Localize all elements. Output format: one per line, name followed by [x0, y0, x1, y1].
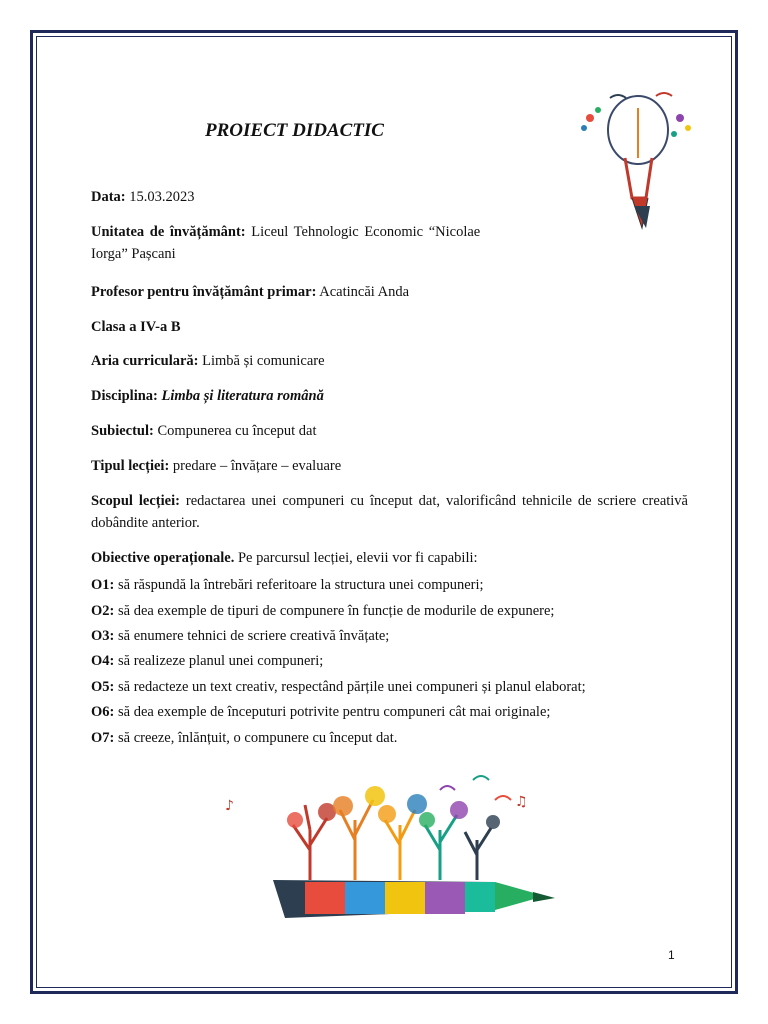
- objective-item: O4: să realizeze planul unei compuneri;: [91, 653, 324, 669]
- field-profesor: Profesor pentru învățământ primar: Acatincăi Anda: [91, 284, 410, 300]
- objective-item: O2: să dea exemple de tipuri de compunere în funcție de modurile de expunere;: [91, 603, 555, 619]
- objective-item: O7: să creeze, înlănțuit, o compunere cu început dat.: [91, 730, 398, 746]
- field-aria: Aria curriculară: Limbă și comunicare: [91, 353, 325, 369]
- field-tipul: Tipul lecției: predare – învățare – evaluare: [91, 458, 342, 474]
- objectives-intro: Obiective operaționale. Pe parcursul lecției, elevii vor fi capabili:: [91, 550, 478, 566]
- svg-text:♫: ♫: [515, 794, 528, 810]
- objective-item: O1: să răspundă la întrebări referitoare la structura unei compuneri;: [91, 577, 484, 593]
- page-number: 1: [668, 948, 675, 962]
- lightbulb-pencil-illustration: [570, 88, 700, 238]
- field-data: Data: 15.03.2023: [91, 189, 195, 205]
- field-subiectul: Subiectul: Compunerea cu început dat: [91, 423, 317, 439]
- trees-pencil-illustration: [215, 770, 575, 930]
- field-scopul: Scopul lecției: redactarea unei compuneri cu început dat, valorificând tehnicile de scriere creativă dobândite anterior.: [91, 493, 688, 531]
- field-disciplina: Disciplina: Limba și literatura română: [91, 388, 324, 404]
- page-title: PROIECT DIDACTIC: [205, 120, 384, 141]
- objective-item: O3: să enumere tehnici de scriere creativă învățate;: [91, 628, 390, 644]
- field-clasa: Clasa a IV-a B: [91, 319, 181, 335]
- objective-item: O6: să dea exemple de începuturi potrivite pentru compuneri cât mai originale;: [91, 704, 551, 720]
- svg-text:♪: ♪: [225, 798, 234, 814]
- field-unitatea: Unitatea de învățământ: Liceul Tehnologic Economic “Nicolae Iorga” Pașcani: [91, 224, 481, 262]
- objective-item: O5: să redacteze un text creativ, respectând părțile unei compuneri și planul elaborat;: [91, 679, 586, 695]
